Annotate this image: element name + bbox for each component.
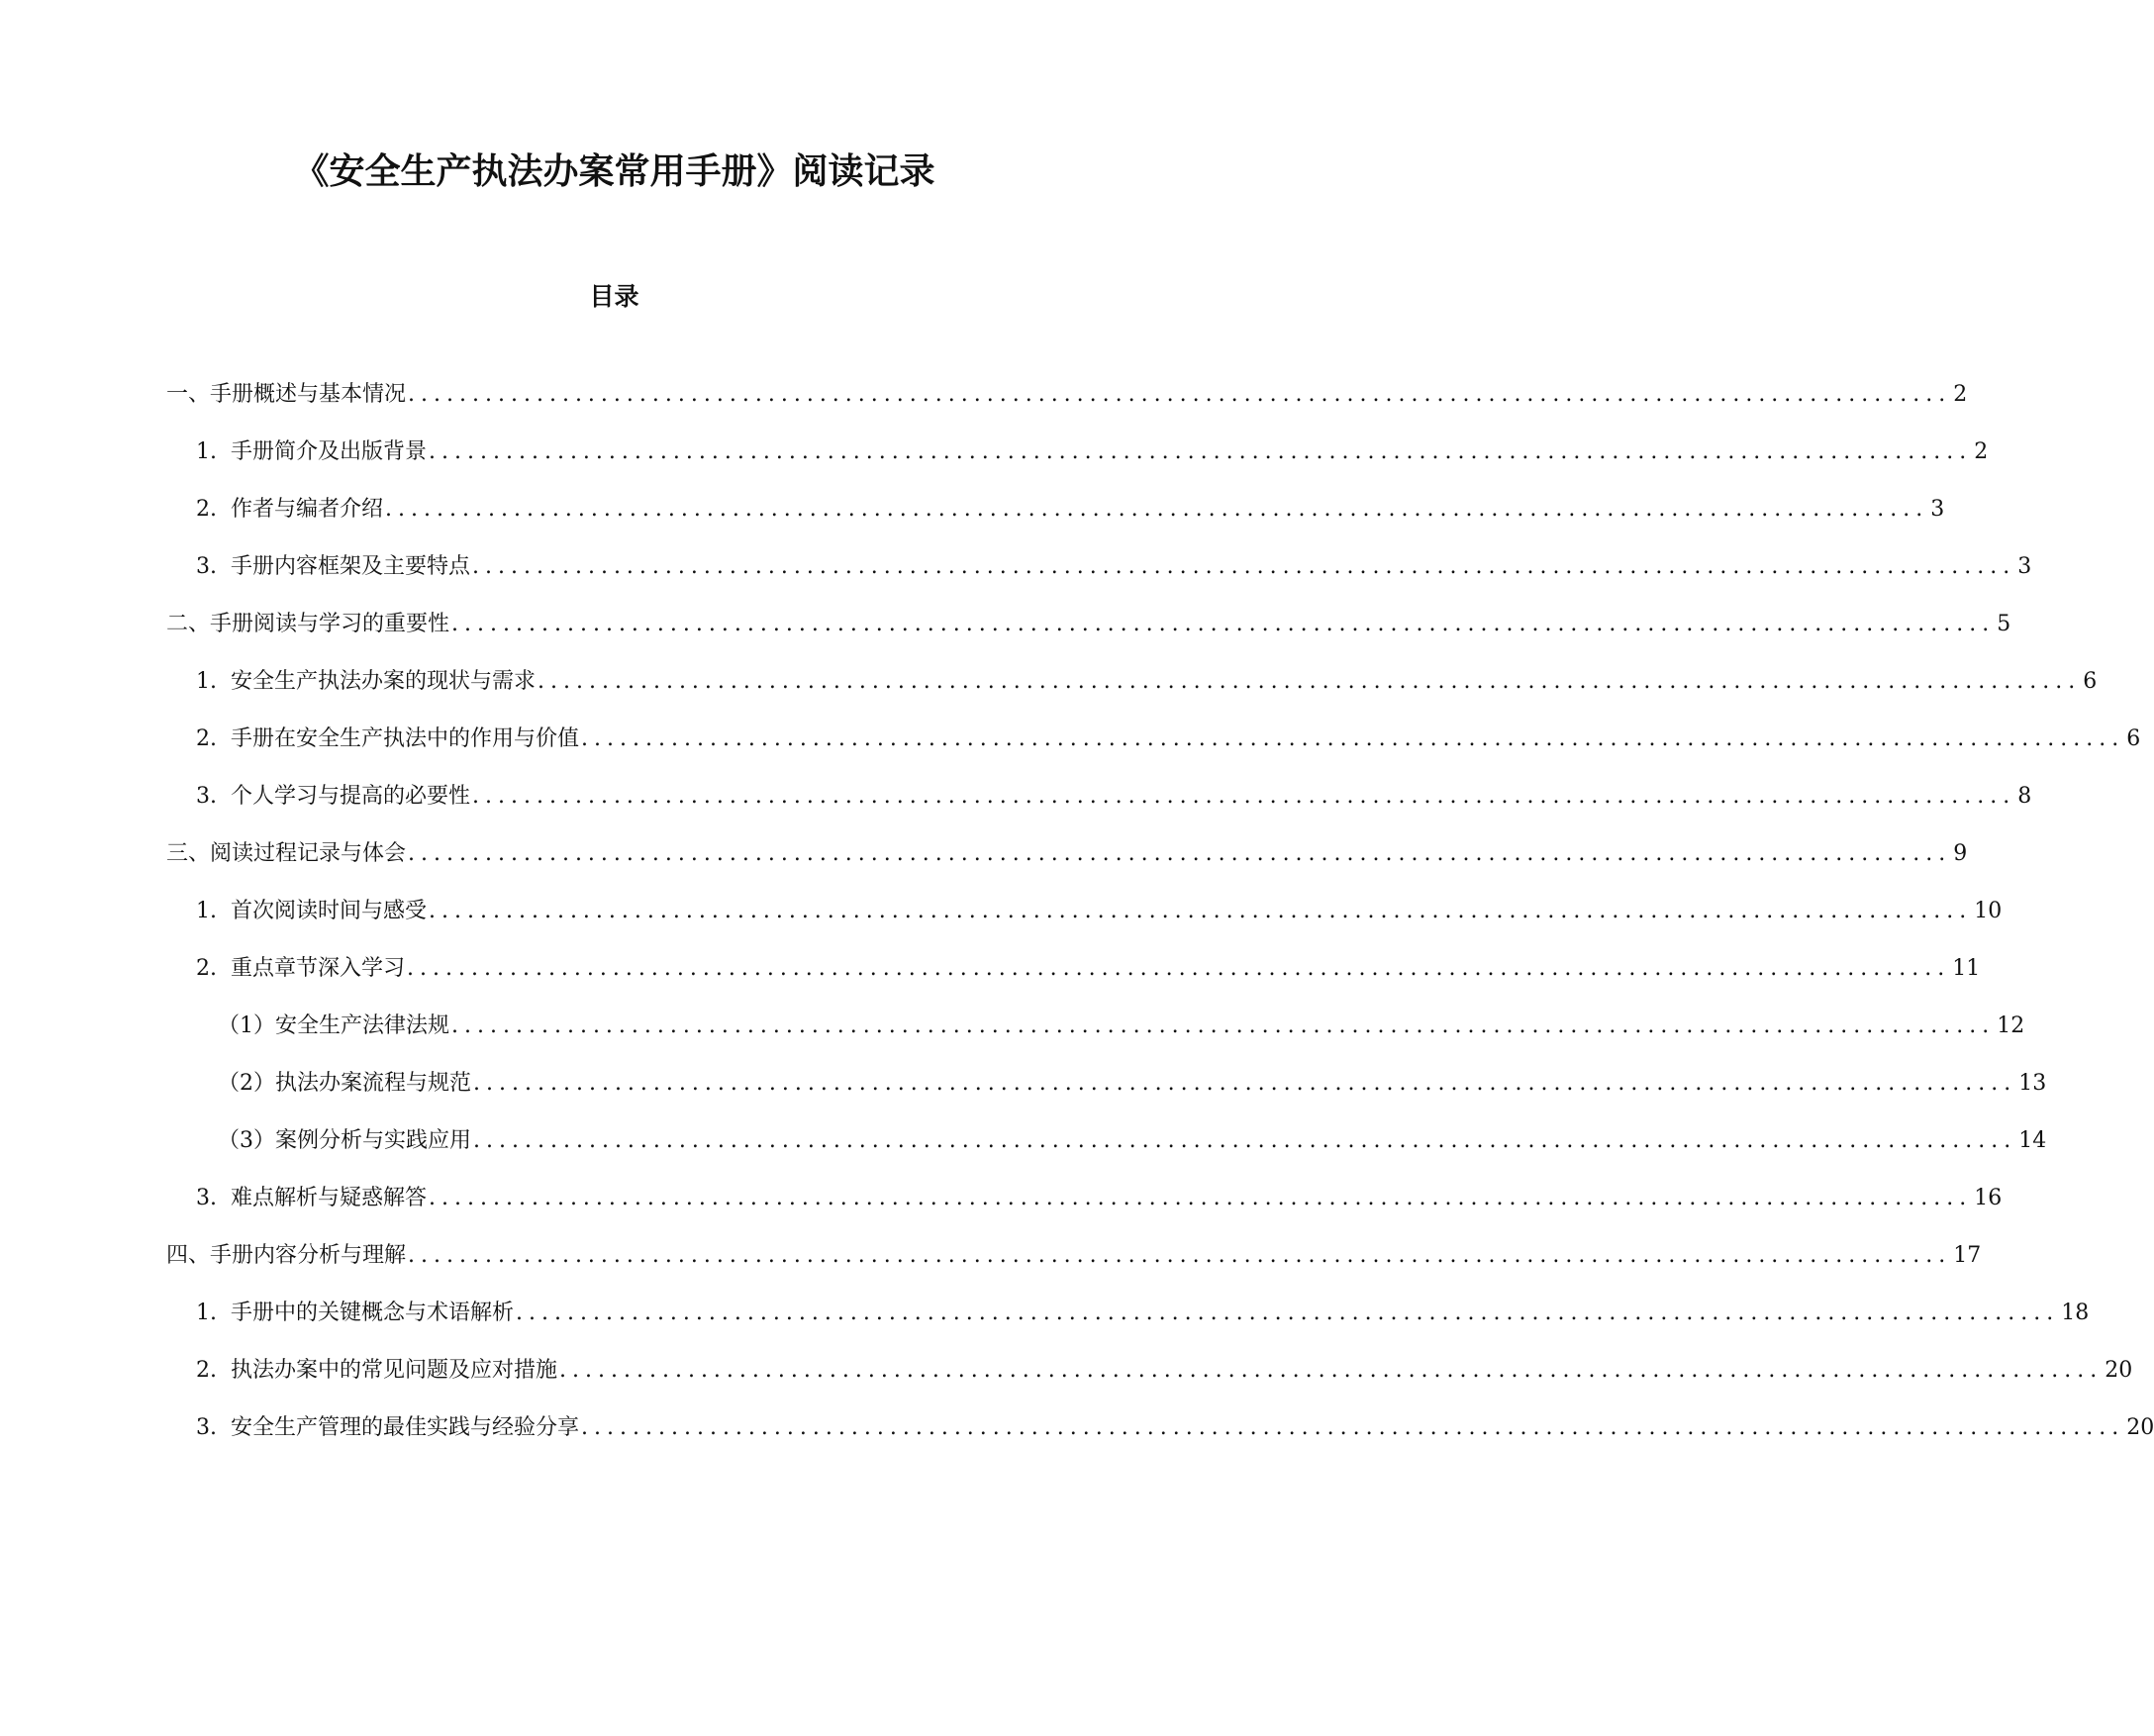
toc-entry-label: 手册概述与基本情况 [210, 382, 407, 407]
toc-entry-label: 首次阅读时间与感受 [231, 899, 428, 923]
toc-dot-leader: ........................................................................................................................ [559, 1358, 2104, 1383]
toc-entry-page-number: 20 [2126, 1415, 2154, 1440]
toc-entry-page-number: 14 [2018, 1128, 2047, 1153]
toc-entry[interactable] [166, 609, 2011, 640]
toc-entry-label: 作者与编者介绍 [231, 497, 384, 522]
toc-entry-page-number: 18 [2061, 1301, 2090, 1325]
toc-entry[interactable] [166, 379, 1968, 411]
toc-entry-label: 手册简介及出版背景 [231, 439, 428, 464]
toc-entry-label: 手册阅读与学习的重要性 [210, 612, 450, 636]
toc-entry-page-number: 3 [2017, 554, 2032, 579]
toc-dot-leader: ........................................................................................................................ [451, 1013, 1996, 1038]
toc-dot-leader: ........................................................................................................................ [473, 1128, 2017, 1153]
toc-entry[interactable] [178, 666, 2098, 698]
toc-entry-page-number: 6 [2126, 726, 2141, 751]
toc-entry-page-number: 11 [1952, 956, 1981, 981]
toc-entry[interactable] [218, 1011, 2025, 1042]
toc-entry-page-number: 9 [1953, 841, 1968, 866]
toc-dot-leader: ........................................................................................................................ [429, 439, 1973, 464]
toc-entry-page-number: 2 [1953, 382, 1968, 407]
toc-entry-number: 2. [196, 726, 217, 751]
toc-entry[interactable] [178, 1183, 2003, 1214]
toc-entry-number: （2） [218, 1071, 275, 1096]
toc-entry-page-number: 12 [1997, 1013, 2025, 1038]
toc-entry-number: 四、 [166, 1243, 211, 1268]
toc-dot-leader: ........................................................................................................................ [581, 1415, 2125, 1440]
toc-entry-page-number: 17 [1953, 1243, 1982, 1268]
toc-dot-leader: ........................................................................................................................ [451, 612, 1996, 636]
toc-entry-number: 3. [196, 554, 217, 579]
toc-entry[interactable] [218, 1068, 2047, 1100]
toc-entry-label: 个人学习与提高的必要性 [231, 784, 471, 809]
document-title: 《安全生产执法办案常用手册》阅读记录 [293, 150, 935, 192]
toc-entry-number: 1. [196, 899, 217, 923]
toc-dot-leader: ........................................................................................................................ [473, 1071, 2017, 1096]
toc-entry-number: 2. [196, 956, 217, 981]
toc-dot-leader: ........................................................................................................................ [581, 726, 2125, 751]
toc-entry[interactable] [166, 838, 1968, 870]
toc-entry-number: 2. [196, 1358, 217, 1383]
toc-entry-number: 1. [196, 669, 217, 694]
toc-entry-page-number: 6 [2083, 669, 2098, 694]
toc-entry[interactable] [218, 1125, 2047, 1157]
toc-entry[interactable] [166, 1240, 1982, 1272]
toc-dot-leader: ........................................................................................................................ [408, 1243, 1952, 1268]
toc-entry-number: 二、 [166, 612, 211, 636]
toc-entry-label: 手册中的关键概念与术语解析 [231, 1301, 515, 1325]
toc-entry-label: 手册内容分析与理解 [210, 1243, 407, 1268]
toc-entry[interactable] [178, 1298, 2090, 1329]
toc-entry-label: 安全生产管理的最佳实践与经验分享 [231, 1415, 580, 1440]
toc-entry[interactable] [178, 723, 2141, 755]
toc-dot-leader: ........................................................................................................................ [385, 497, 1929, 522]
toc-entry-label: 安全生产法律法规 [275, 1013, 450, 1038]
toc-entry-label: 执法办案中的常见问题及应对措施 [231, 1358, 558, 1383]
toc-entry-label: 手册在安全生产执法中的作用与价值 [231, 726, 580, 751]
toc-entry-page-number: 10 [1974, 899, 2003, 923]
toc-dot-leader: ........................................................................................................................ [538, 669, 2082, 694]
toc-entry-number: 3. [196, 1186, 217, 1210]
toc-dot-leader: ........................................................................................................................ [408, 841, 1952, 866]
toc-dot-leader: ........................................................................................................................ [429, 899, 1973, 923]
toc-entry-number: 1. [196, 439, 217, 464]
toc-entry[interactable] [178, 1412, 2154, 1444]
toc-entry-number: 三、 [166, 841, 211, 866]
toc-entry-number: 3. [196, 1415, 217, 1440]
toc-entry-page-number: 2 [1974, 439, 1989, 464]
toc-entry[interactable] [178, 781, 2032, 813]
toc-dot-leader: ........................................................................................................................ [408, 382, 1952, 407]
toc-dot-leader: ........................................................................................................................ [472, 554, 2016, 579]
toc-entry[interactable] [178, 494, 1945, 526]
toc-entry-page-number: 5 [1997, 612, 2011, 636]
toc-entry-number: （3） [218, 1128, 275, 1153]
toc-entry-page-number: 8 [2017, 784, 2032, 809]
toc-entry-page-number: 3 [1930, 497, 1945, 522]
toc-entry-page-number: 16 [1974, 1186, 2003, 1210]
toc-entry[interactable] [178, 1355, 2133, 1387]
toc-entry-page-number: 20 [2105, 1358, 2133, 1383]
toc-entry-page-number: 13 [2018, 1071, 2047, 1096]
toc-entry[interactable] [178, 436, 1989, 468]
toc-entry-number: 3. [196, 784, 217, 809]
toc-entry-label: 执法办案流程与规范 [275, 1071, 472, 1096]
toc-entry-label: 重点章节深入学习 [231, 956, 406, 981]
toc-entry[interactable] [178, 551, 2032, 583]
toc-entry-number: 1. [196, 1301, 217, 1325]
toc-dot-leader: ........................................................................................................................ [407, 956, 1951, 981]
toc-entry-label: 难点解析与疑惑解答 [231, 1186, 428, 1210]
toc-entry-label: 案例分析与实践应用 [275, 1128, 472, 1153]
toc-dot-leader: ........................................................................................................................ [429, 1186, 1973, 1210]
toc-entry-label: 手册内容框架及主要特点 [231, 554, 471, 579]
toc-entry-number: 2. [196, 497, 217, 522]
toc-dot-leader: ........................................................................................................................ [516, 1301, 2060, 1325]
toc-entry-number: （1） [218, 1013, 275, 1038]
toc-entry[interactable] [178, 953, 1981, 985]
toc-entry-label: 安全生产执法办案的现状与需求 [231, 669, 537, 694]
toc-entry[interactable] [178, 896, 2003, 927]
toc-entry-label: 阅读过程记录与体会 [210, 841, 407, 866]
toc-entry-number: 一、 [166, 382, 211, 407]
toc-dot-leader: ........................................................................................................................ [472, 784, 2016, 809]
toc-heading: 目录 [589, 282, 639, 311]
